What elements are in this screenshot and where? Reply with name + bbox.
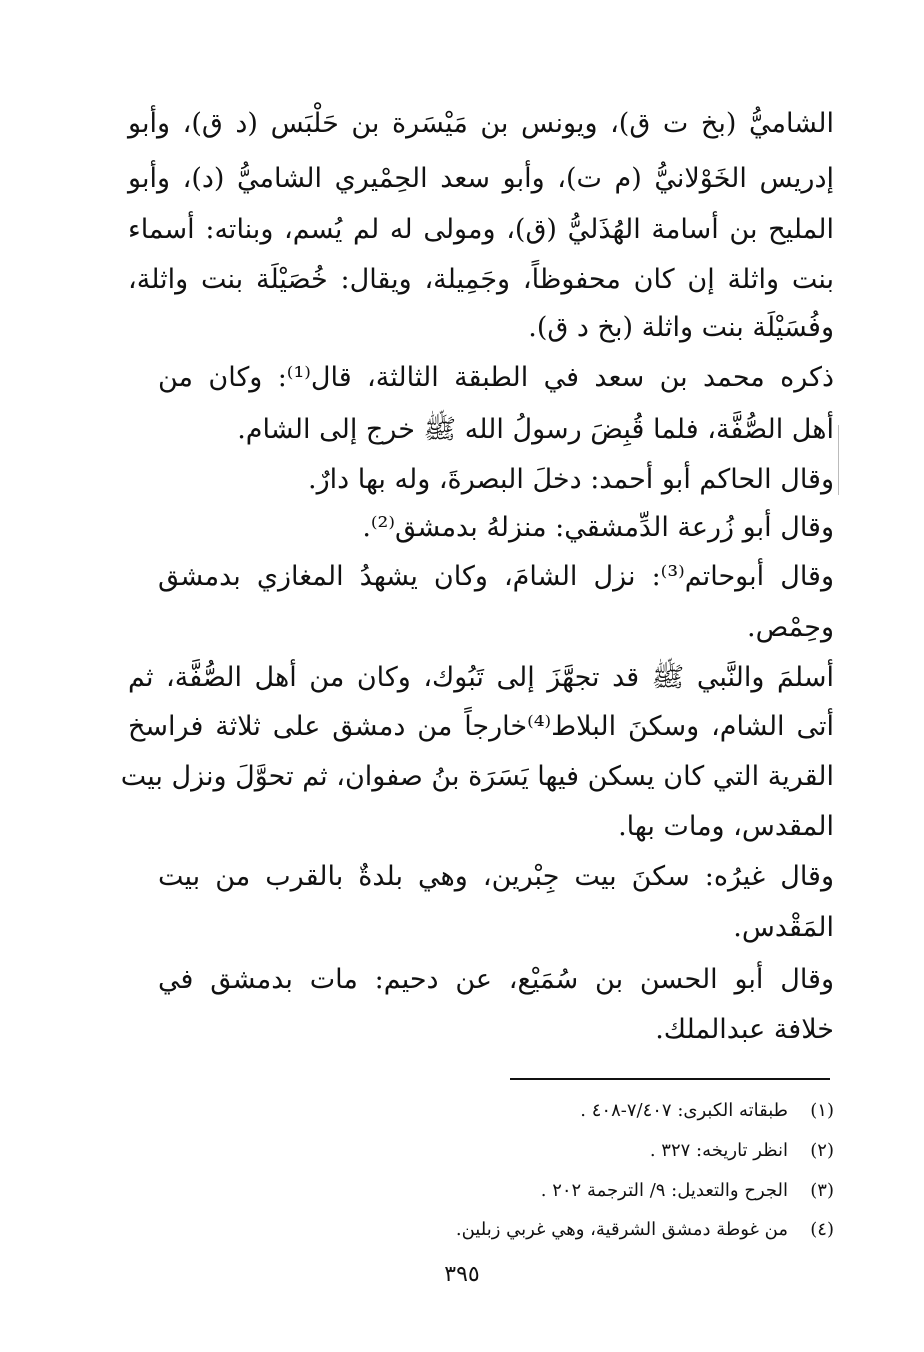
text-line: ذكره محمد بن سعد في الطبقة الثالثة، قال⁽¹⁾: وكان من xyxy=(158,362,834,393)
text-line: وقال أبوحاتم⁽³⁾: نزل الشامَ، وكان يشهدُ المغازي بدمشق xyxy=(158,561,834,592)
footnote xyxy=(234,1177,834,1205)
footnote xyxy=(234,1097,834,1125)
text-line: وقال غيرُه: سكنَ بيت جِبْرين، وهي بلدةٌ بالقرب من بيت xyxy=(158,861,834,892)
footnote-text: الجرح والتعديل: ٩/ الترجمة ٢٠٢ . xyxy=(540,1180,788,1201)
text-line: أتى الشام، وسكنَ البلاط⁽⁴⁾خارجاً من دمشق على ثلاثة فراسخ xyxy=(128,711,834,742)
footnote-text: من غوطة دمشق الشرقية، وهي غربي زبلين. xyxy=(455,1219,788,1240)
footnote-text: انظر تاريخه: ٣٢٧ . xyxy=(649,1140,788,1161)
text-line: وحِمْص. xyxy=(747,612,834,643)
text-line: وقال الحاكم أبو أحمد: دخلَ البصرةَ، وله بها دارٌ. xyxy=(308,464,834,495)
text-line: أسلمَ والنَّبي ﷺ قد تجهَّزَ إلى تَبُوك، وكان من أهل الصُّفَّة، ثم xyxy=(128,662,834,693)
text-line: بنت واثلة إن كان محفوظاً، وجَمِيلة، ويقال: خُصَيْلَة بنت واثلة، xyxy=(128,264,834,295)
text-line: وقال أبو زُرعة الدِّمشقي: منزلهُ بدمشق⁽²⁾. xyxy=(362,512,834,543)
text-line: المليح بن أسامة الهُذَليُّ (ق)، ومولى له لم يُسم، وبناته: أسماء xyxy=(128,214,834,245)
text-line: إدريس الخَوْلانيُّ (م ت)، وأبو سعد الحِمْيري الشاميُّ (د)، وأبو xyxy=(128,163,834,194)
page-number: ٣٩٥ xyxy=(444,1262,480,1287)
text-line: وفُسَيْلَة بنت واثلة (بخ د ق). xyxy=(528,312,834,343)
footnote-number: (٤) xyxy=(810,1219,834,1240)
footnote xyxy=(234,1216,834,1244)
text-line: أهل الصُّفَّة، فلما قُبِضَ رسولُ الله ﷺ خرج إلى الشام. xyxy=(237,414,834,445)
scan-mark xyxy=(838,425,839,495)
footnote-number: (٢) xyxy=(810,1140,834,1161)
footnote-text: طبقاته الكبرى: ٧/٤٠٧-٤٠٨ . xyxy=(580,1100,788,1121)
text-line: المقدس، ومات بها. xyxy=(618,811,834,842)
text-line: وقال أبو الحسن بن سُمَيْع، عن دحيم: مات بدمشق في xyxy=(158,964,834,995)
text-line: القرية التي كان يسكن فيها يَسَرَة بنُ صفوان، ثم تحوَّلَ ونزل بيت xyxy=(120,761,834,792)
footnote-separator xyxy=(510,1078,830,1080)
footnote-number: (٣) xyxy=(810,1180,834,1201)
text-line: خلافة عبدالملك. xyxy=(655,1014,834,1045)
text-line: المَقْدس. xyxy=(733,912,834,943)
footnote xyxy=(234,1137,834,1165)
footnote-number: (١) xyxy=(810,1100,834,1121)
text-line: الشاميُّ (بخ ت ق)، ويونس بن مَيْسَرة بن حَلْبَس (د ق)، وأبو xyxy=(128,108,834,139)
